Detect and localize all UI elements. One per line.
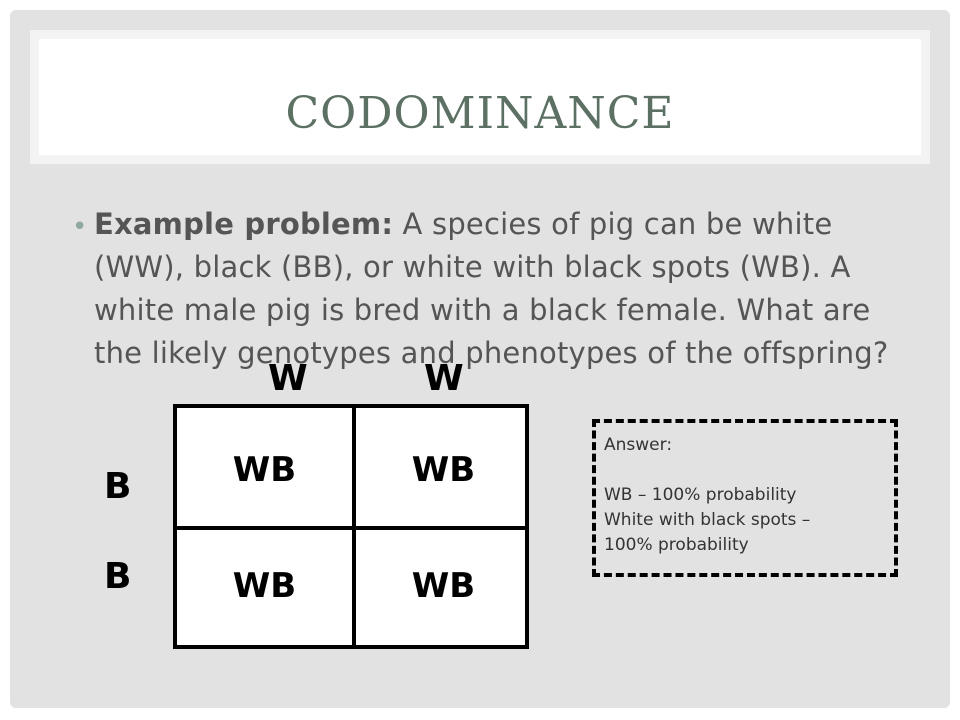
punnett-cell: WB bbox=[232, 566, 297, 606]
answer-line-genotype: WB – 100% probability bbox=[604, 485, 797, 505]
example-problem-body: A species of pig can be white (WW), black (BB), or white with black spots (WB). A white male pig is bred with a black female. What are the likely genotypes and phenotypes of the offspring? bbox=[94, 207, 889, 370]
punnett-cell: WB bbox=[411, 450, 476, 490]
bullet-dot: • bbox=[72, 212, 88, 242]
punnett-square bbox=[173, 404, 529, 649]
example-problem-text bbox=[94, 203, 912, 375]
punnett-divider-horizontal bbox=[177, 526, 525, 530]
punnett-cell: WB bbox=[411, 566, 476, 606]
title-box bbox=[30, 30, 930, 164]
slide-title: CODOMINANCE bbox=[285, 88, 675, 139]
punnett-row-label-1: B bbox=[104, 466, 132, 507]
answer-box bbox=[592, 419, 898, 577]
answer-line-probability: 100% probability bbox=[604, 535, 749, 555]
punnett-col-label-1: W bbox=[268, 358, 308, 399]
punnett-row-label-2: B bbox=[104, 556, 132, 597]
answer-spacer bbox=[604, 458, 886, 483]
punnett-cell: WB bbox=[232, 450, 297, 490]
punnett-col-label-2: W bbox=[424, 358, 464, 399]
example-problem-label: Example problem: bbox=[94, 207, 394, 241]
answer-heading: Answer: bbox=[604, 435, 673, 455]
answer-line-phenotype: White with black spots – bbox=[604, 510, 811, 530]
